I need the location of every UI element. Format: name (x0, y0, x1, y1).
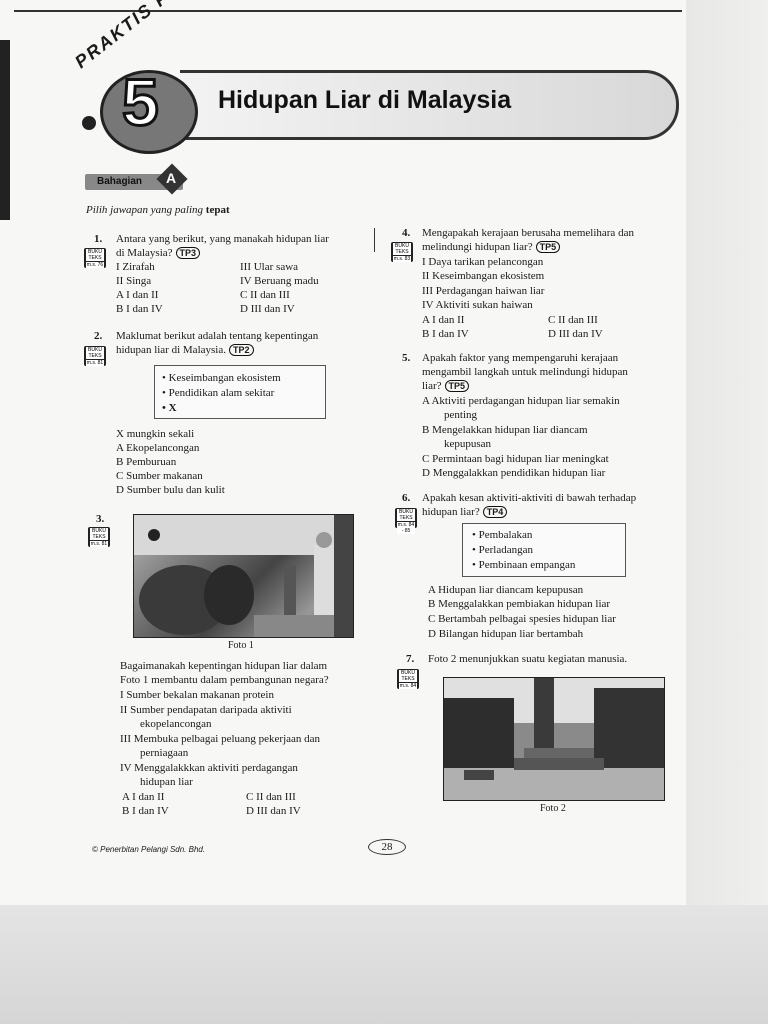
q4-option-b: B I dan IV (422, 328, 469, 340)
page-number: 28 (368, 839, 406, 855)
q3-number: 3. (96, 513, 105, 525)
q3-page-ref: m.s. 81 (90, 541, 108, 547)
q1-line1: Antara yang berikut, yang manakah hidupan liar (116, 233, 329, 245)
textbook-icon (395, 508, 417, 534)
q5-line3-text: liar? (422, 380, 442, 392)
q4-line2 (422, 241, 560, 253)
q6-option-b: B Menggalakkan pembiakan hidupan liar (428, 598, 611, 610)
q6-line1: Apakah kesan aktiviti-aktiviti di bawah terhadap (422, 492, 637, 504)
q4-option-c: C II dan III (548, 314, 598, 326)
q4-page-ref: m.s. 83 (393, 256, 411, 262)
q7-number: 7. (406, 653, 415, 665)
section-label: Bahagian (85, 174, 183, 190)
textbook-icon (88, 527, 110, 547)
q4-item: III Perdagangan haiwan liar (422, 285, 545, 297)
q5-tp-badge: TP5 (445, 380, 470, 392)
q4-line1: Mengapakah kerajaan berusaha memelihara dan (422, 227, 634, 239)
q2-option-b: B Pemburuan (116, 456, 177, 468)
q5-option-a: A Aktiviti perdagangan hidupan liar semakin (422, 395, 620, 407)
q2-option-c: C Sumber makanan (116, 470, 203, 482)
q1-number: 1. (94, 233, 103, 245)
q2-line2-text: hidupan liar di Malaysia. (116, 344, 226, 356)
chapter-number: 5 (122, 65, 159, 139)
q2-number: 2. (94, 330, 103, 342)
q1-option-d: D III dan IV (240, 303, 295, 315)
q6-number: 6. (402, 492, 411, 504)
q5-line1: Apakah faktor yang mempengaruhi kerajaan (422, 352, 619, 364)
q4-item: I Daya tarikan pelancongan (422, 256, 544, 268)
binding-shadow (0, 40, 10, 220)
badge-label: BUKU TEKS (86, 249, 104, 261)
q4-line2-text: melindungi hidupan liar? (422, 241, 533, 253)
q3-item: III Membuka pelbagai peluang pekerjaan dan (120, 733, 321, 745)
q6-option-d: D Bilangan hidupan liar bertambah (428, 628, 584, 640)
badge-label: BUKU TEKS (399, 670, 417, 682)
q6-option-a: A Hidupan liar diancam kepupusan (428, 584, 584, 596)
instruction (86, 204, 230, 216)
q5-line2: mengambil langkah untuk melindungi hidupan (422, 366, 628, 378)
top-rule (14, 10, 682, 12)
q1-item: III Ular sawa (240, 261, 299, 273)
page-edge (686, 0, 768, 905)
q7-line1: Foto 2 menunjukkan suatu kegiatan manusia. (428, 653, 628, 665)
q5-line3 (422, 380, 469, 392)
q3-item: II Sumber pendapatan daripada aktiviti (120, 704, 292, 716)
q5-option-a-cont: penting (444, 409, 477, 421)
q5-number: 5. (402, 352, 411, 364)
q3-item: perniagaan (140, 747, 189, 759)
q2-tp-badge: TP2 (229, 344, 254, 356)
q6-line2 (422, 506, 507, 518)
q1-option-b: B I dan IV (116, 303, 163, 315)
q2-box-item: • X (162, 402, 177, 414)
q3-item: I Sumber bekalan makanan protein (120, 689, 274, 701)
q3-item: ekopelancongan (140, 718, 212, 730)
badge-label: BUKU TEKS (397, 509, 415, 521)
q2-option-d: D Sumber bulu dan kulit (116, 484, 225, 496)
q4-option-d: D III dan IV (548, 328, 603, 340)
photo-1-image (134, 515, 353, 637)
q5-option-c: C Permintaan bagi hidupan liar meningkat (422, 453, 609, 465)
q4-option-a: A I dan II (422, 314, 465, 326)
q1-line2 (116, 247, 200, 259)
textbook-icon (391, 242, 413, 262)
scan-background (0, 905, 768, 1024)
q6-line2-text: hidupan liar? (422, 506, 480, 518)
photo-2-image (444, 678, 664, 800)
q1-line2-text: di Malaysia? (116, 247, 173, 259)
q6-tp-badge: TP4 (483, 506, 508, 518)
q1-item: IV Beruang madu (240, 275, 319, 287)
q3-item: IV Menggalakkkan aktiviti perdagangan (120, 762, 298, 774)
badge-label: BUKU TEKS (393, 243, 411, 255)
q6-option-c: C Bertambah pelbagai spesies hidupan liar (428, 613, 616, 625)
publisher-credit: © Penerbitan Pelangi Sdn. Bhd. (92, 845, 206, 854)
column-divider (374, 228, 375, 252)
q1-tp-badge: TP3 (176, 247, 201, 259)
q5-option-b: B Mengelakkan hidupan liar diancam (422, 424, 588, 436)
q3-option-d: D III dan IV (246, 805, 301, 817)
photo-2 (443, 677, 665, 801)
q6-page-ref: m.s. 84 - 85 (397, 522, 415, 534)
textbook-icon (84, 346, 106, 366)
q2-page-ref: m.s. 81 (86, 360, 104, 366)
q4-item: IV Aktiviti sukan haiwan (422, 299, 533, 311)
textbook-icon (84, 248, 106, 268)
photo-1-caption: Foto 1 (228, 640, 254, 651)
q4-number: 4. (402, 227, 411, 239)
instruction-bold: tepat (205, 204, 230, 216)
q4-tp-badge: TP5 (536, 241, 561, 253)
q3-option-b: B I dan IV (122, 805, 169, 817)
badge-label: BUKU TEKS (86, 347, 104, 359)
bullet-dot (82, 116, 96, 130)
q5-option-b-cont: kepupusan (444, 438, 492, 450)
instruction-text: Pilih jawapan yang paling (86, 204, 204, 216)
q7-page-ref: m.s. 84 (399, 683, 417, 689)
section-letter: A (166, 170, 177, 186)
badge-label: BUKU TEKS (90, 528, 108, 540)
q1-option-c: C II dan III (240, 289, 290, 301)
q4-item: II Keseimbangan ekosistem (422, 270, 545, 282)
q5-option-d: D Menggalakkan pendidikan hidupan liar (422, 467, 606, 479)
q6-box-item: • Pembalakan (472, 529, 533, 541)
q2-stem: X mungkin sekali (116, 428, 195, 440)
q3-line1: Bagaimanakah kepentingan hidupan liar dalam (120, 660, 328, 672)
q6-box-item: • Perladangan (472, 544, 533, 556)
q1-item: II Singa (116, 275, 152, 287)
q3-line2: Foto 1 membantu dalam pembangunan negara? (120, 674, 329, 686)
q3-item: hidupan liar (140, 776, 193, 788)
q1-page-ref: m.s. 76 (86, 262, 104, 268)
photo-1 (133, 514, 354, 638)
q2-box-item: • Pendidikan alam sekitar (162, 387, 275, 399)
q2-box-item: • Keseimbangan ekosistem (162, 372, 281, 384)
q6-box-item: • Pembinaan empangan (472, 559, 576, 571)
q2-option-a: A Ekopelancongan (116, 442, 200, 454)
textbook-icon (397, 669, 419, 689)
q1-option-a: A I dan II (116, 289, 159, 301)
q3-option-c: C II dan III (246, 791, 296, 803)
q3-option-a: A I dan II (122, 791, 165, 803)
photo-2-caption: Foto 2 (540, 803, 566, 814)
q1-item: I Zirafah (116, 261, 155, 273)
chapter-title: Hidupan Liar di Malaysia (218, 86, 512, 114)
q2-line2 (116, 344, 254, 356)
q2-line1: Maklumat berikut adalah tentang kepentingan (116, 330, 319, 342)
